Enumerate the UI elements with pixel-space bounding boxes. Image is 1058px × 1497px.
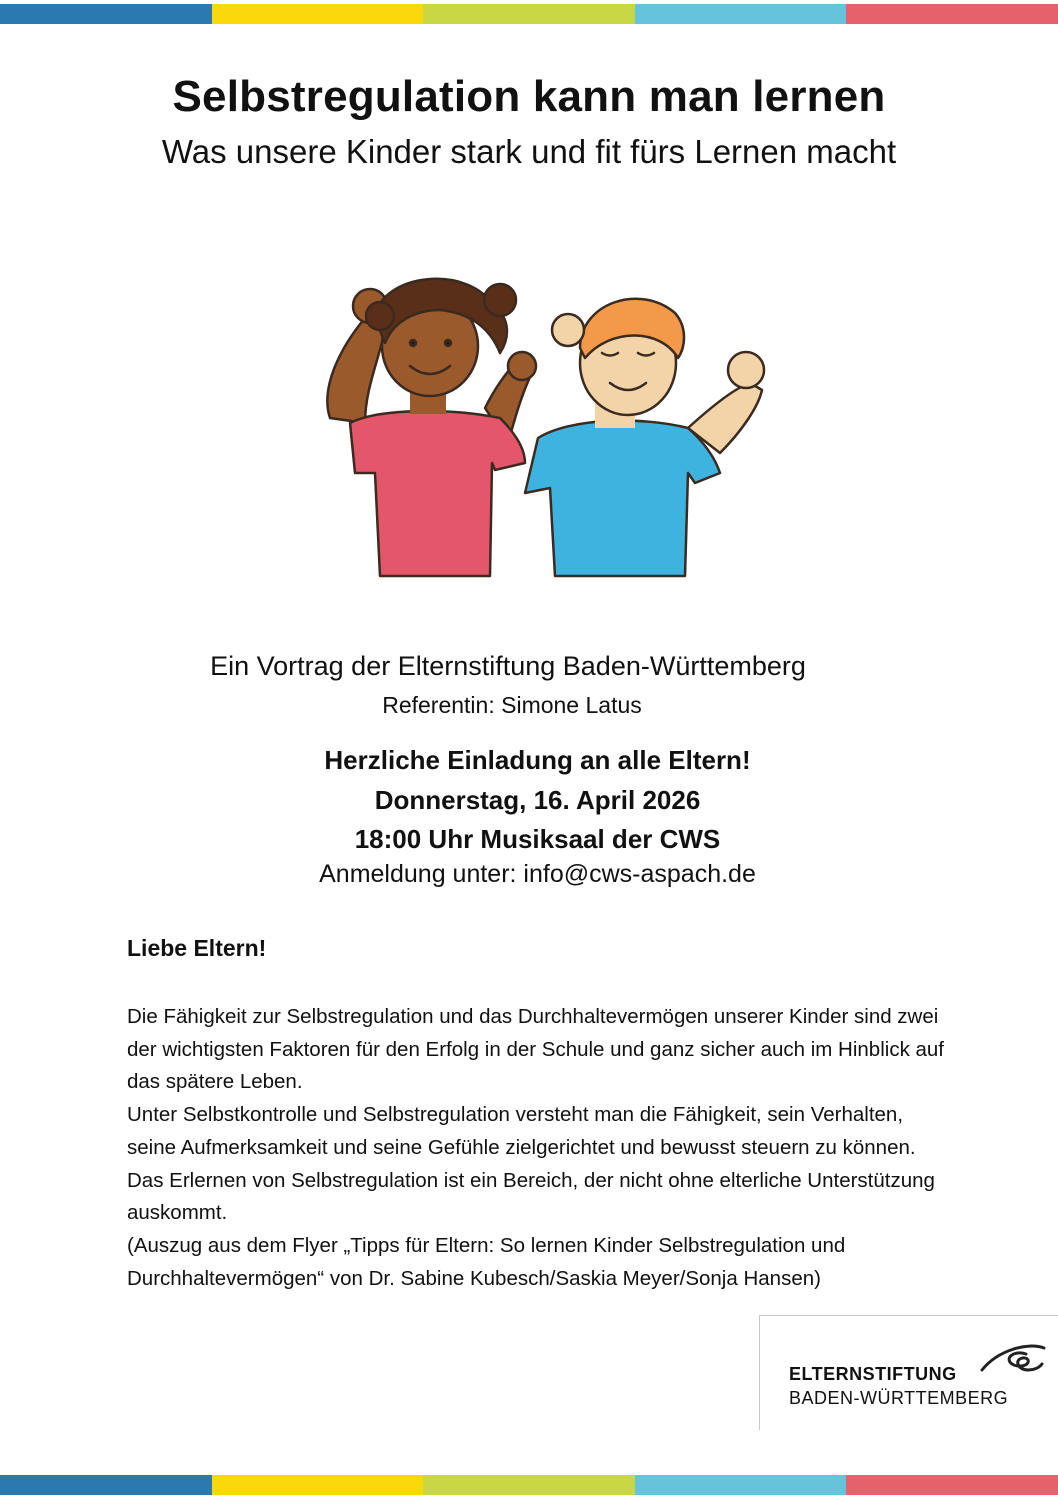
- elternstiftung-logo: [759, 1315, 1058, 1430]
- letter-paragraph: (Auszug aus dem Flyer „Tipps für Eltern: So lernen Kinder Selbstregulation und Durchhaltevermögen“ von Dr. Sabine Kubesch/Saskia Meyer/Sonja Hansen): [127, 1233, 846, 1290]
- stripe-segment-green: [423, 1475, 635, 1495]
- invitation-heading: Herzliche Einladung an alle Eltern!: [324, 745, 751, 775]
- stripe-segment-yellow: [212, 1475, 424, 1495]
- letter-paragraph: Die Fähigkeit zur Selbstregulation und das Durchhaltevermögen unserer Kinder sind zwei der wichtigsten Faktoren für den Erfolg in der Schule und ganz sicher auch im Hinblick auf das spätere Leben.: [127, 1005, 945, 1094]
- stripe-segment-cyan: [635, 4, 847, 24]
- stripe-segment-blue: [0, 1475, 212, 1495]
- letter-paragraph: Unter Selbstkontrolle und Selbstregulation versteht man die Fähigkeit, sein Verhalten, seine Aufmerksamkeit und seine Gefühle zielgerichtet und bewusst steuern zu können. Das Erlernen von Selbstregulation ist ein Bereich, der nicht ohne elterliche Unterstützung auskommt.: [127, 1103, 935, 1225]
- registration-info: Anmeldung unter: info@cws-aspach.de: [319, 860, 756, 888]
- stripe-segment-blue: [0, 4, 212, 24]
- stripe-segment-yellow: [212, 4, 424, 24]
- stripe-segment-red: [846, 1475, 1058, 1495]
- logo-text-line2: BADEN-WÜRTTEMBERG: [789, 1388, 1009, 1408]
- lecture-info: Ein Vortrag der Elternstiftung Baden-Württemberg: [210, 651, 806, 681]
- stripe-segment-green: [423, 4, 635, 24]
- stripe-segment-red: [846, 4, 1058, 24]
- letter-body: [127, 1001, 947, 1295]
- boy-figure: [525, 299, 764, 576]
- top-color-stripe: [0, 4, 1058, 24]
- stripe-segment-cyan: [635, 1475, 847, 1495]
- girl-figure: [327, 279, 536, 576]
- page-title: Selbstregulation kann man lernen: [172, 72, 886, 121]
- speaker-info: Referentin: Simone Latus: [382, 692, 642, 718]
- letter-greeting: Liebe Eltern!: [127, 935, 267, 961]
- elternstiftung-logo-icon: [978, 1340, 1050, 1380]
- children-illustration: [310, 258, 780, 580]
- event-date: Donnerstag, 16. April 2026: [374, 785, 701, 815]
- logo-text-line1: ELTERNSTIFTUNG: [789, 1364, 957, 1384]
- page-subtitle: Was unsere Kinder stark und fit fürs Lernen macht: [161, 133, 897, 170]
- event-time-place: 18:00 Uhr Musiksaal der CWS: [354, 824, 721, 854]
- bottom-color-stripe: [0, 1475, 1058, 1495]
